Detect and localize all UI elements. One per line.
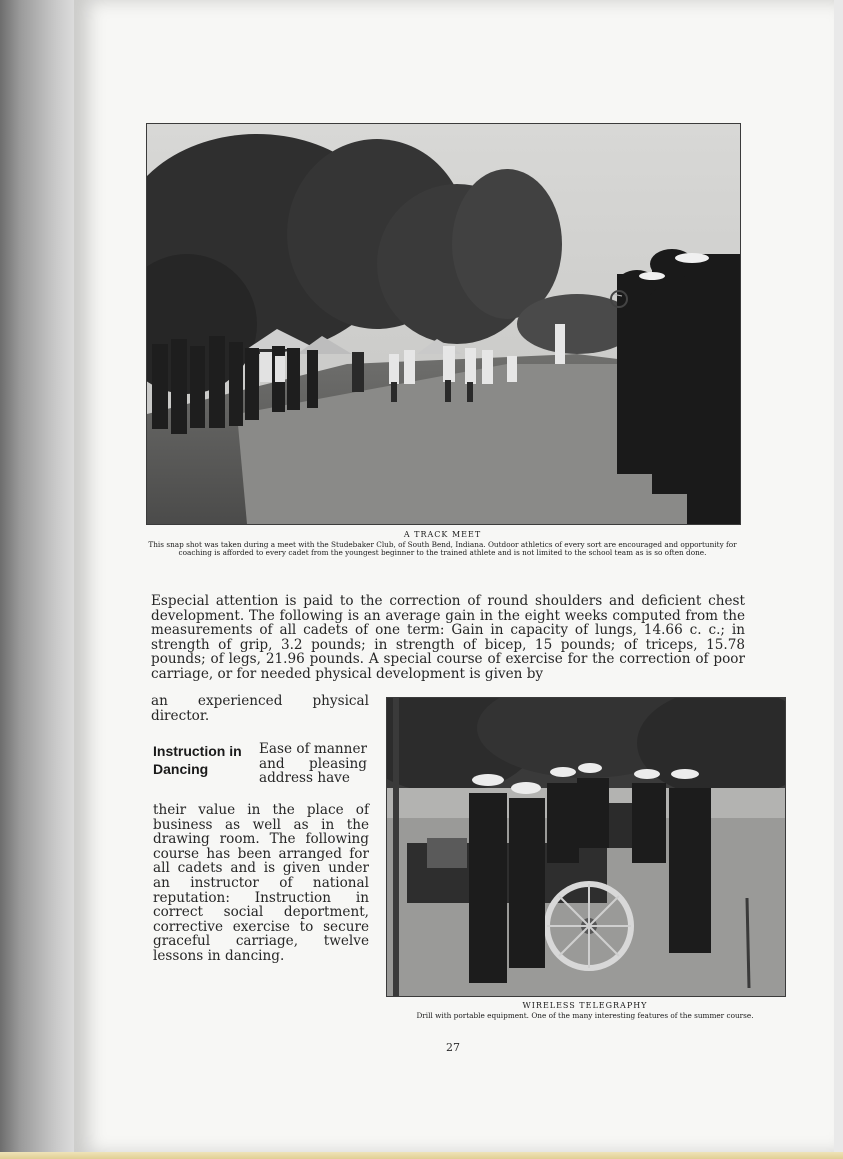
dancing-section-body: their value in the place of business as well as in the drawing room. The following course has been arranged for all cadets and is given under an instructor of national reputation: Instruction in correct social deportment, corrective exercise to secure graceful carriage, twelve lessons in dancing. bbox=[153, 802, 369, 964]
track-meet-caption: This snap shot was taken during a meet with the Studebaker Club, of South Bend, Indiana. Outdoor athletics of every sort are encouraged and opportunity for coaching is afforded to every cadet from the youngest beginner to the trained athlete and is not limited to the school team as is so often done. bbox=[148, 540, 737, 557]
wireless-telegraphy-caption: Drill with portable equipment. One of the many interesting features of the summer course. bbox=[416, 1011, 754, 1020]
dancing-section-lead: Ease of manner and pleasing address have bbox=[259, 741, 367, 787]
page-number: 27 bbox=[446, 1041, 460, 1054]
physical-director-text: an experienced physical director. bbox=[151, 693, 369, 724]
wireless-telegraphy-photo bbox=[386, 697, 786, 997]
page-right-edge bbox=[834, 0, 843, 1159]
physical-development-paragraph: Especial attention is paid to the correction of round shoulders and deficient chest development. The following is an average gain in the eight weeks computed from the measurements of all cadets of one term: Gain in capacity of lungs, 14.66 c. c.; in strength of grip, 3.2 pounds; in strength of bicep, 15 pounds; of triceps, 15.78 pounds; of legs, 21.96 pounds. A special course of exercise for the correction of poor carriage, or for needed physical development is given by bbox=[151, 593, 745, 682]
wireless-telegraphy-title: WIRELESS TELEGRAPHY bbox=[522, 1001, 648, 1010]
track-meet-photo bbox=[146, 123, 741, 525]
page-bottom-edge bbox=[0, 1152, 843, 1159]
track-meet-title: A TRACK MEET bbox=[403, 530, 482, 539]
dancing-section-heading: Instruction in Dancing bbox=[153, 743, 242, 777]
